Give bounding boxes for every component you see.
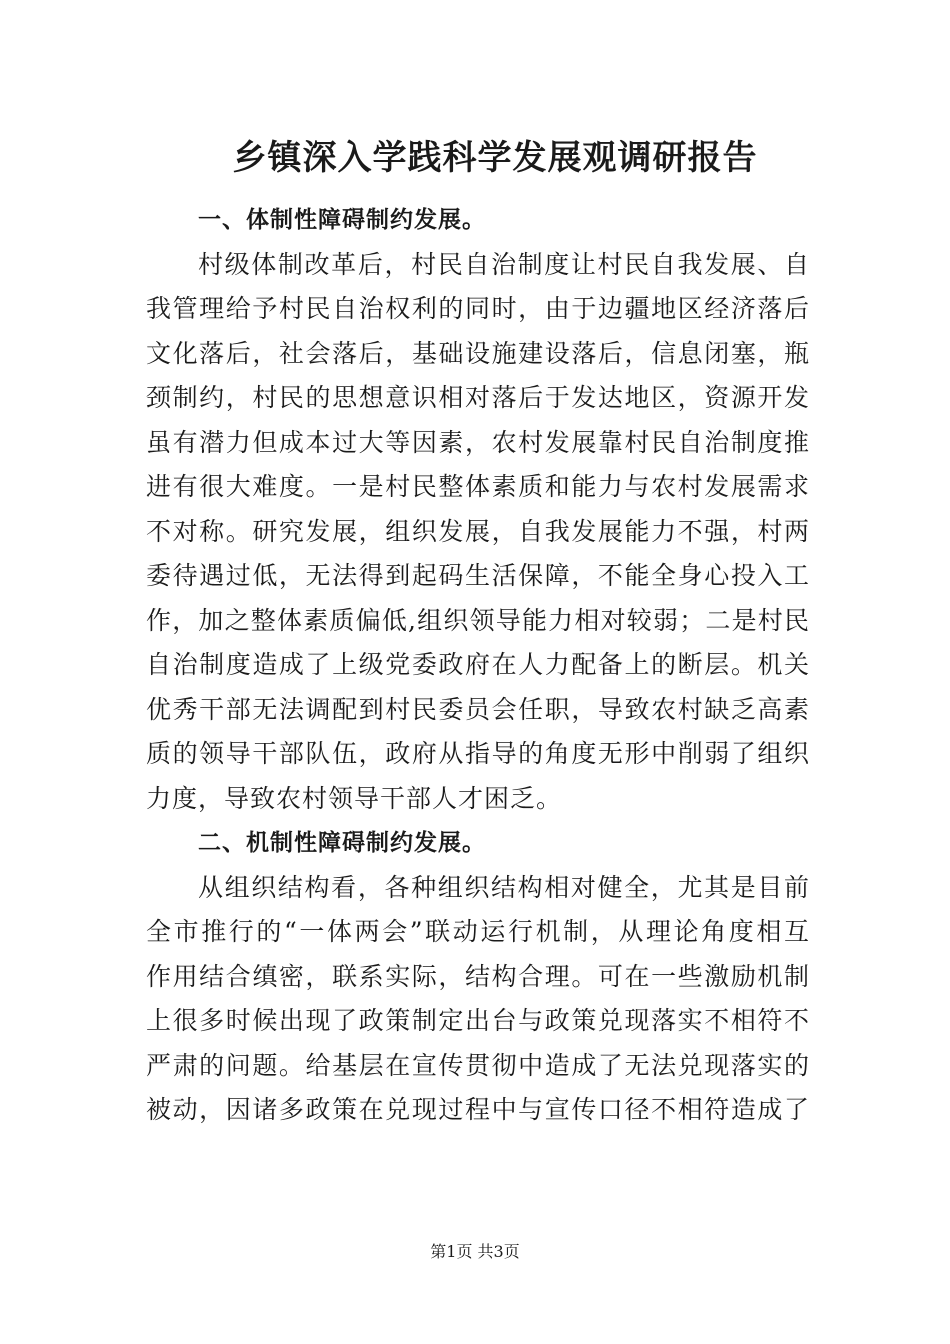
document-body <box>146 198 810 1133</box>
paragraph-line: 优秀干部无法调配到村民委员会任职，导致农村缺乏高素 <box>146 694 810 724</box>
paragraph-line: 颈制约，村民的思想意识相对落后于发达地区，资源开发 <box>146 383 810 412</box>
paragraph-line: 从组织结构看，各种组织结构相对健全，尤其是目前 <box>198 872 810 902</box>
paragraph-line: 自治制度造成了上级党委政府在人力配备上的断层。机关 <box>146 650 810 679</box>
paragraph-line: 力度，导致农村领导干部人才困乏。 <box>146 783 563 813</box>
paragraph-line: 我管理给予村民自治权利的同时，由于边疆地区经济落后 <box>146 294 810 323</box>
paragraph-line: 严肃的问题。给基层在宣传贯彻中造成了无法兑现落实的 <box>146 1050 810 1080</box>
paragraph-line: 作，加之整体素质偏低,组织领导能力相对较弱；二是村民 <box>146 605 810 635</box>
page-number-footer: 第1页 共3页 <box>430 1242 520 1261</box>
paragraph-line: 村级体制改革后，村民自治制度让村民自我发展、自 <box>198 249 810 279</box>
paragraph-line: 上很多时候出现了政策制定出台与政策兑现落实不相符不 <box>146 1006 810 1035</box>
paragraph-line: 质的领导干部队伍，政府从指导的角度无形中削弱了组织 <box>146 739 810 768</box>
paragraph-line: 进有很大难度。一是村民整体素质和能力与农村发展需求 <box>146 472 810 501</box>
paragraph-line: 不对称。研究发展，组织发展，自我发展能力不强，村两 <box>146 516 810 546</box>
paragraph-line: 委待遇过低，无法得到起码生活保障，不能全身心投入工 <box>146 561 810 590</box>
section-heading: 一、体制性障碍制约发展。 <box>198 207 486 233</box>
paragraph-line: 虽有潜力但成本过大等因素，农村发展靠村民自治制度推 <box>146 427 810 457</box>
paragraph-line: 作用结合缜密，联系实际，结构合理。可在一些激励机制 <box>146 961 810 991</box>
paragraph-line: 被动，因诸多政策在兑现过程中与宣传口径不相符造成了 <box>146 1095 810 1124</box>
paragraph-line: 文化落后，社会落后，基础设施建设落后，信息闭塞，瓶 <box>146 338 810 368</box>
paragraph-line: 全市推行的“一体两会”联动运行机制，从理论角度相互 <box>146 917 810 946</box>
document-title: 乡镇深入学践科学发展观调研报告 <box>232 138 758 178</box>
section-heading: 二、机制性障碍制约发展。 <box>198 830 486 856</box>
